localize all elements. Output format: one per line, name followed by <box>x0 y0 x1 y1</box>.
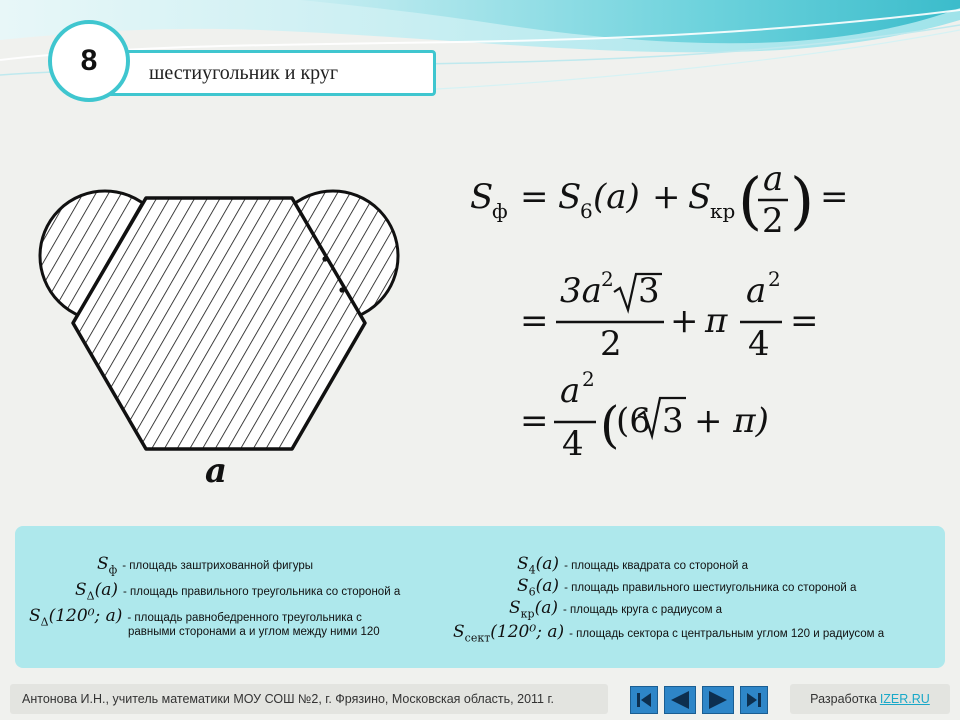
slide-number-badge: 8 <box>48 20 130 102</box>
f3-coef: (6 <box>616 401 651 441</box>
last-slide-button[interactable] <box>740 686 768 714</box>
f3-paren-open: ( <box>600 396 620 454</box>
f1-lparen: ( <box>738 164 763 237</box>
f3-eq: = <box>520 401 549 441</box>
next-slide-button[interactable] <box>702 686 734 714</box>
f2-num-coef: 3a <box>560 271 602 311</box>
f1-eq: = <box>520 177 549 217</box>
f2-num-exp: 2 <box>601 267 614 291</box>
legend-left-3b <box>123 626 380 638</box>
legend-desc: - площадь квадрата со стороной a <box>564 560 748 572</box>
tick-mark-1 <box>322 256 327 261</box>
legend-symbol: $S_\Delta(120^0$; a) <box>29 606 123 629</box>
legend-right-1 <box>517 554 748 576</box>
f2-f2-den: 4 <box>748 324 770 364</box>
f1-tail: = <box>820 177 849 217</box>
prev-slide-button[interactable] <box>664 686 696 714</box>
slide-title-text: шестиугольник и круг <box>149 61 339 84</box>
f1-t1-arg: (a) <box>593 177 640 217</box>
formula-line-2 <box>520 267 819 364</box>
legend-symbol: $S_ф$ <box>97 554 118 577</box>
f1-lhs-sub: ф <box>492 199 508 223</box>
legend-symbol: $S_{кр}(a)$ <box>509 598 558 621</box>
legend-desc: - площадь заштрихованной фигуры <box>122 560 313 572</box>
author-text: Антонова И.Н., учитель математики МОУ СОШ №2, г. Фрязино, Московская область, 2011 г. <box>22 692 554 706</box>
legend-desc: - площадь равнобедренного треугольника с <box>127 612 362 624</box>
footer-author <box>10 684 608 714</box>
legend-desc: - площадь круга с радиусом a <box>562 604 723 616</box>
slide-navigation <box>630 686 768 714</box>
f1-rparen: ) <box>790 164 815 237</box>
legend-right-4 <box>453 622 884 644</box>
legend-left-1 <box>97 554 313 576</box>
legend-symbol: $S_\Delta(a)$ <box>75 580 119 603</box>
slide-title <box>106 50 436 96</box>
f2-f2-num: a <box>746 271 767 311</box>
next-icon <box>706 689 730 711</box>
hexagon-circle-figure <box>20 170 440 500</box>
f3-num-exp: 2 <box>582 367 595 391</box>
legend-desc: - площадь правильного шестиугольника со стороной a <box>564 582 857 594</box>
f2-den: 2 <box>600 324 622 364</box>
f2-eq: = <box>520 301 549 341</box>
f1-t1: S <box>558 177 582 217</box>
f1-lhs: S <box>470 177 494 217</box>
legend-symbol: $S_6(a)$ <box>517 576 560 599</box>
f2-pi: π <box>705 301 728 341</box>
f3-rest: + π) <box>694 401 769 441</box>
side-label-a: a <box>205 451 228 491</box>
f1-plus: + <box>652 177 681 217</box>
legend-panel <box>15 526 945 668</box>
legend-desc: - площадь сектора с центральным углом 120 и радиусом a <box>569 628 885 640</box>
f3-root: 3 <box>662 401 684 441</box>
f2-f2-exp: 2 <box>768 267 781 291</box>
f2-num-root: 3 <box>638 271 660 311</box>
legend-left-2 <box>75 580 400 602</box>
f3-den: 4 <box>562 424 584 464</box>
f1-frac-den: 2 <box>762 201 784 241</box>
f2-tail: = <box>790 301 819 341</box>
f1-t2-sub: кр <box>710 199 736 223</box>
legend-desc-cont: равными сторонами a и углом между ними 120 <box>128 626 380 638</box>
prev-icon <box>668 689 692 711</box>
f2-plus: + <box>670 301 699 341</box>
first-icon <box>634 690 654 710</box>
area-formula <box>450 150 890 470</box>
f3-num: a <box>560 371 581 411</box>
first-slide-button[interactable] <box>630 686 658 714</box>
f1-frac-num: a <box>763 159 784 199</box>
f1-t1-sub: 6 <box>580 199 593 223</box>
legend-right-2 <box>517 576 856 598</box>
footer-credit <box>790 684 950 714</box>
f1-t2: S <box>688 177 712 217</box>
formula-line-1 <box>470 159 849 241</box>
last-icon <box>744 690 764 710</box>
tick-mark-2 <box>339 287 344 292</box>
legend-right-3 <box>509 598 722 620</box>
formula-line-3 <box>520 367 769 464</box>
credit-link[interactable]: IZER.RU <box>879 692 930 706</box>
legend-symbol: $S_{сект}(120^0$; a) <box>453 622 565 645</box>
credit-prefix: Разработка <box>810 692 877 706</box>
legend-desc: - площадь правильного треугольника со стороной a <box>123 586 401 598</box>
legend-symbol: $S_4(a)$ <box>517 554 560 577</box>
